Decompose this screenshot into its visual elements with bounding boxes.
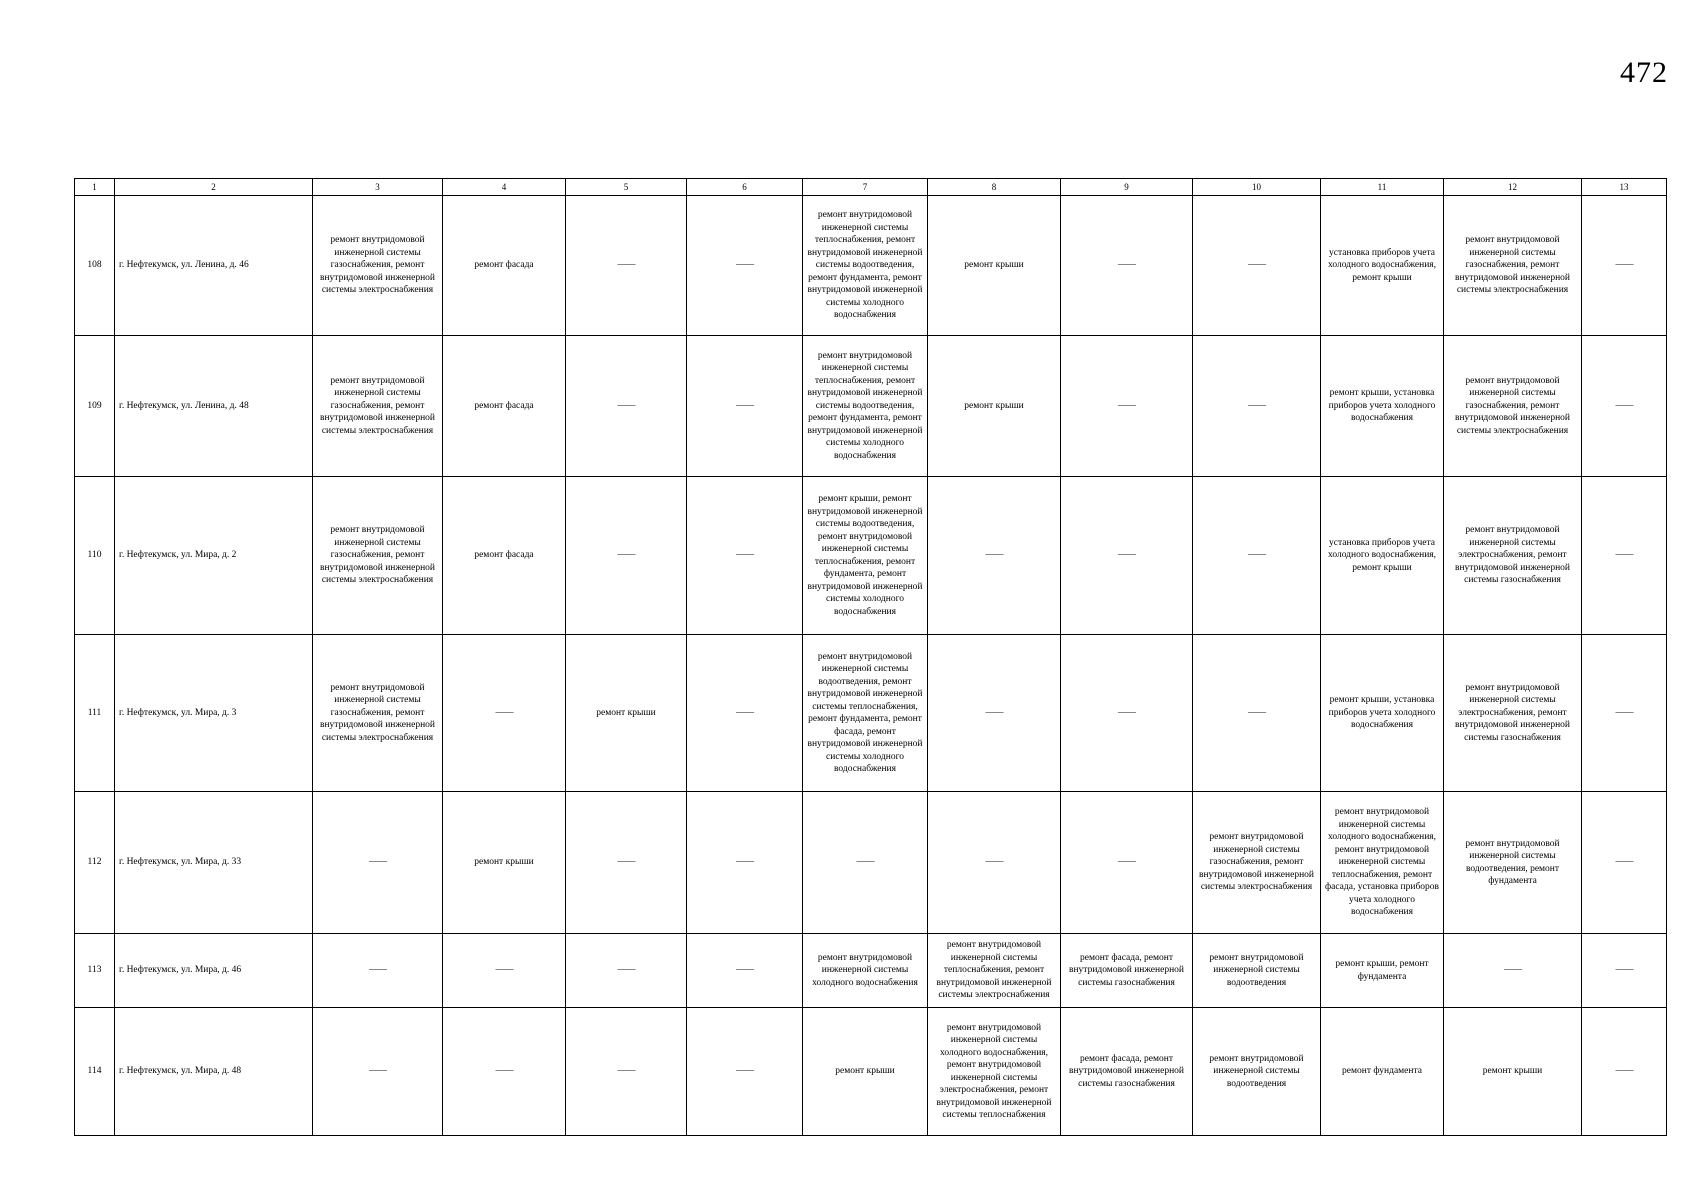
work-type-cell: —— (443, 635, 566, 792)
address-cell: г. Нефтекумск, ул. Мира, д. 46 (115, 934, 313, 1008)
work-type-cell: ремонт внутридомовой инженерной системы водоотведения, ремонт фундамента (1444, 792, 1582, 934)
column-number-header-row (75, 179, 1667, 196)
column-number: 10 (1193, 179, 1321, 196)
work-type-cell: ремонт крыши, ремонт фундамента (1321, 934, 1444, 1008)
work-type-cell: ремонт фасада, ремонт внутридомовой инженерной системы газоснабжения (1061, 934, 1193, 1008)
work-type-cell: —— (566, 934, 687, 1008)
work-type-cell: установка приборов учета холодного водоснабжения, ремонт крыши (1321, 196, 1444, 336)
work-type-cell: ремонт крыши (443, 792, 566, 934)
work-type-cell: —— (1582, 196, 1667, 336)
work-type-cell: —— (313, 1008, 443, 1136)
work-type-cell: ремонт внутридомовой инженерной системы холодного водоснабжения, ремонт внутридомовой инженерной системы электроснабжения, ремонт внутридомовой инженерной системы теплоснабжения (928, 1008, 1061, 1136)
work-type-cell: —— (687, 792, 803, 934)
work-type-cell: ремонт крыши (1444, 1008, 1582, 1136)
work-type-cell: —— (1061, 635, 1193, 792)
work-type-cell: —— (1061, 792, 1193, 934)
work-type-cell: —— (443, 934, 566, 1008)
work-type-cell: ремонт внутридомовой инженерной системы теплоснабжения, ремонт внутридомовой инженерной системы водоотведения, ремонт фундамента, ремонт внутридомовой инженерной системы холодного водоснабжения (803, 196, 928, 336)
column-number: 9 (1061, 179, 1193, 196)
work-type-cell: —— (687, 934, 803, 1008)
work-type-cell: ремонт фундамента (1321, 1008, 1444, 1136)
work-type-cell: —— (687, 1008, 803, 1136)
column-number: 5 (566, 179, 687, 196)
work-type-cell: —— (1582, 477, 1667, 635)
column-number: 6 (687, 179, 803, 196)
work-type-cell: ремонт внутридомовой инженерной системы газоснабжения, ремонт внутридомовой инженерной системы электроснабжения (1444, 196, 1582, 336)
table-row (75, 635, 1667, 792)
table-row (75, 1008, 1667, 1136)
work-type-cell: ремонт внутридомовой инженерной системы газоснабжения, ремонт внутридомовой инженерной системы электроснабжения (313, 336, 443, 477)
work-type-cell: —— (803, 792, 928, 934)
work-type-cell: —— (566, 196, 687, 336)
column-number: 4 (443, 179, 566, 196)
work-type-cell: ремонт внутридомовой инженерной системы водоотведения, ремонт внутридомовой инженерной системы теплоснабжения, ремонт фундамента, ремонт фасада, ремонт внутридомовой инженерной системы холодного водоснабжения (803, 635, 928, 792)
row-number-cell: 112 (75, 792, 115, 934)
row-number-cell: 113 (75, 934, 115, 1008)
work-type-cell: —— (1193, 336, 1321, 477)
work-type-cell: —— (1582, 934, 1667, 1008)
column-number: 7 (803, 179, 928, 196)
work-type-cell: ремонт крыши, установка приборов учета холодного водоснабжения (1321, 635, 1444, 792)
work-type-cell: ремонт внутридомовой инженерной системы холодного водоснабжения (803, 934, 928, 1008)
work-type-cell: —— (1582, 635, 1667, 792)
work-type-cell: ремонт фасада (443, 196, 566, 336)
work-type-cell: ремонт внутридомовой инженерной системы газоснабжения, ремонт внутридомовой инженерной системы электроснабжения (313, 477, 443, 635)
work-type-cell: —— (687, 196, 803, 336)
work-type-cell: —— (443, 1008, 566, 1136)
table-row (75, 196, 1667, 336)
work-type-cell: установка приборов учета холодного водоснабжения, ремонт крыши (1321, 477, 1444, 635)
work-type-cell: ремонт внутридомовой инженерной системы водоотведения (1193, 934, 1321, 1008)
address-cell: г. Нефтекумск, ул. Мира, д. 3 (115, 635, 313, 792)
capital-repair-table (74, 178, 1667, 1136)
work-type-cell: ремонт крыши (566, 635, 687, 792)
work-type-cell: ремонт крыши, ремонт внутридомовой инженерной системы водоотведения, ремонт внутридомовой инженерной системы теплоснабжения, ремонт фундамента, ремонт внутридомовой инженерной системы холодного водоснабжения (803, 477, 928, 635)
work-type-cell: —— (1193, 635, 1321, 792)
work-type-cell: ремонт фасада (443, 336, 566, 477)
work-type-cell: ремонт фасада (443, 477, 566, 635)
table-row (75, 336, 1667, 477)
work-type-cell: —— (1061, 477, 1193, 635)
work-type-cell: —— (1193, 196, 1321, 336)
table-row (75, 792, 1667, 934)
work-type-cell: ремонт внутридомовой инженерной системы газоснабжения, ремонт внутридомовой инженерной системы электроснабжения (313, 196, 443, 336)
work-type-cell: —— (1582, 336, 1667, 477)
column-number: 2 (115, 179, 313, 196)
work-type-cell: —— (1061, 336, 1193, 477)
row-number-cell: 114 (75, 1008, 115, 1136)
column-number: 3 (313, 179, 443, 196)
work-type-cell: ремонт внутридомовой инженерной системы электроснабжения, ремонт внутридомовой инженерной системы газоснабжения (1444, 477, 1582, 635)
work-type-cell: —— (928, 635, 1061, 792)
work-type-cell: —— (1582, 792, 1667, 934)
work-type-cell: ремонт крыши (803, 1008, 928, 1136)
column-number: 8 (928, 179, 1061, 196)
work-type-cell: —— (566, 792, 687, 934)
table-row (75, 934, 1667, 1008)
address-cell: г. Нефтекумск, ул. Ленина, д. 48 (115, 336, 313, 477)
work-type-cell: —— (687, 336, 803, 477)
page-number: 472 (1620, 56, 1668, 89)
work-type-cell: —— (313, 792, 443, 934)
work-type-cell: ремонт внутридомовой инженерной системы водоотведения (1193, 1008, 1321, 1136)
work-type-cell: ремонт внутридомовой инженерной системы электроснабжения, ремонт внутридомовой инженерной системы газоснабжения (1444, 635, 1582, 792)
work-type-cell: ремонт внутридомовой инженерной системы газоснабжения, ремонт внутридомовой инженерной системы электроснабжения (1444, 336, 1582, 477)
work-type-cell: ремонт внутридомовой инженерной системы теплоснабжения, ремонт внутридомовой инженерной системы электроснабжения (928, 934, 1061, 1008)
work-type-cell: —— (313, 934, 443, 1008)
work-type-cell: —— (1444, 934, 1582, 1008)
address-cell: г. Нефтекумск, ул. Мира, д. 48 (115, 1008, 313, 1136)
row-number-cell: 108 (75, 196, 115, 336)
work-type-cell: ремонт внутридомовой инженерной системы газоснабжения, ремонт внутридомовой инженерной системы электроснабжения (1193, 792, 1321, 934)
address-cell: г. Нефтекумск, ул. Мира, д. 2 (115, 477, 313, 635)
work-type-cell: ремонт фасада, ремонт внутридомовой инженерной системы газоснабжения (1061, 1008, 1193, 1136)
row-number-cell: 109 (75, 336, 115, 477)
row-number-cell: 110 (75, 477, 115, 635)
work-type-cell: —— (566, 477, 687, 635)
column-number: 12 (1444, 179, 1582, 196)
work-type-cell: —— (1193, 477, 1321, 635)
work-type-cell: —— (566, 1008, 687, 1136)
column-number: 11 (1321, 179, 1444, 196)
column-number: 13 (1582, 179, 1667, 196)
work-type-cell: ремонт крыши (928, 336, 1061, 477)
work-type-cell: —— (566, 336, 687, 477)
address-cell: г. Нефтекумск, ул. Ленина, д. 46 (115, 196, 313, 336)
work-type-cell: —— (1061, 196, 1193, 336)
work-type-cell: ремонт крыши, установка приборов учета холодного водоснабжения (1321, 336, 1444, 477)
work-type-cell: ремонт внутридомовой инженерной системы теплоснабжения, ремонт внутридомовой инженерной системы водоотведения, ремонт фундамента, ремонт внутридомовой инженерной системы холодного водоснабжения (803, 336, 928, 477)
work-type-cell: ремонт крыши (928, 196, 1061, 336)
work-type-cell: ремонт внутридомовой инженерной системы газоснабжения, ремонт внутридомовой инженерной системы электроснабжения (313, 635, 443, 792)
column-number: 1 (75, 179, 115, 196)
work-type-cell: —— (1582, 1008, 1667, 1136)
work-type-cell: —— (687, 477, 803, 635)
work-type-cell: ремонт внутридомовой инженерной системы холодного водоснабжения, ремонт внутридомовой инженерной системы теплоснабжения, ремонт фасада, установка приборов учета холодного водоснабжения (1321, 792, 1444, 934)
work-type-cell: —— (928, 477, 1061, 635)
table-row (75, 477, 1667, 635)
work-type-cell: —— (928, 792, 1061, 934)
row-number-cell: 111 (75, 635, 115, 792)
work-type-cell: —— (687, 635, 803, 792)
address-cell: г. Нефтекумск, ул. Мира, д. 33 (115, 792, 313, 934)
